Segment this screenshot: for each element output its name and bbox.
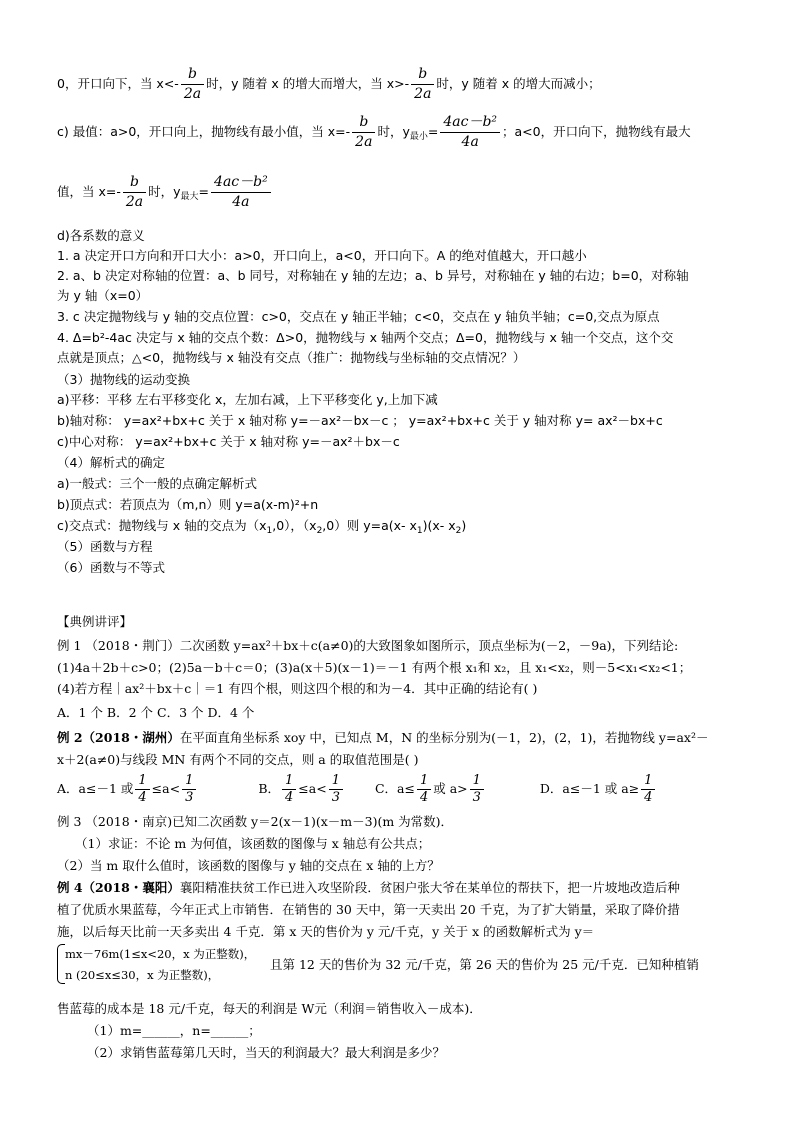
question-2: （2）求销售蓝莓第几天时，当天的利润最大？最大利润是多少？	[87, 1045, 445, 1060]
text-line: (1)4a＋2b＋c>0；(2)5a－b＋c＝0；(3)a(x＋5)(x－1)＝－1 有两个根 x₁和 x₂，且 x₁<x₂，则－5<x₁<x₂<1；	[57, 660, 692, 675]
text-line: b)顶点式：若顶点为（m,n）则 y=a(x-m)²+n	[57, 497, 319, 512]
text-line: 售蓝莓的成本是 18 元/千克，每天的利润是 W元（利润＝销售收入－成本)．	[57, 1001, 482, 1016]
piecewise-case-2: n (20≤x≤30，x 为正整数)，	[65, 968, 220, 982]
examples-title: 【典例讲评】	[57, 614, 133, 629]
text-line: 为 y 轴（x=0）	[57, 288, 149, 303]
text-line: 4. Δ=b²-4ac 决定与 x 轴的交点个数：Δ>0，抛物线与 x 轴两个交点；Δ=0，抛物线与 x 轴一个交点，这个交	[57, 330, 674, 345]
fraction: $\frac{b}{2a}$	[352, 114, 375, 151]
section-heading: （4）解析式的确定	[57, 455, 165, 470]
text-line: c)中心对称： y=ax²+bx+c 关于 x 轴对称 y=－ax²＋bx－c	[57, 434, 400, 449]
text-line: 3. c 决定抛物线与 y 轴的交点位置：c>0，交点在 y 轴正半轴；c<0，交点在 y 轴负半轴；c=0,交点为原点	[57, 309, 660, 324]
section-heading: （5）函数与方程	[57, 539, 153, 554]
text-line: 值，当 x=- $\frac{b}{2a}$ 时，$y_{最大}=$ $\frac{\text{4ac－b²}}{4a}$	[57, 174, 273, 211]
section-heading: （6）函数与不等式	[57, 560, 165, 575]
text-line: c)交点式：抛物线与 x 轴的交点为$(x_1,0)$，$(x_2,0)$则 y=a(x- $x_1)(x-$ $x_2$)	[57, 518, 467, 536]
text-line: 0，开口向下，当 x<- $\frac{b}{2a}$ 时，y 随着 x 的增大而增大，当 x>- $\frac{b}{2a}$ 时，y 随着 x 的增大而减小；	[57, 66, 601, 102]
text-line: 且第 12 天的售价为 32 元/千克，第 26 天的售价为 25 元/千克．已知种植销	[270, 957, 699, 972]
answer-options: A．1 个 B．2 个 C．3 个 D．4 个	[57, 705, 255, 720]
fraction: $\frac{b}{2a}$	[411, 66, 434, 103]
section-heading: （3）抛物线的运动变换	[57, 372, 190, 387]
text-line: b)轴对称： y=ax²+bx+c 关于 x 轴对称 y=－ax²－bx－c ； y=ax²+bx+c 关于 y 轴对称 y= ax²－bx+c	[57, 413, 663, 428]
example-4: 例 4（2018・襄阳）襄阳精准扶贫工作已进入攻坚阶段．贫困户张大爷在某单位的帮扶下，把一片坡地改造后种	[57, 880, 680, 895]
question-1: （1）m=______，n=______；	[87, 1023, 261, 1038]
fraction: $\frac{\text{4ac－b²}}{4a}$	[440, 114, 500, 151]
text-line: (4)若方程｜ax²＋bx＋c｜＝1 有四个根，则这四个根的和为－4．其中正确的结论有( )	[57, 681, 538, 696]
fraction: $\frac{b}{2a}$	[181, 66, 204, 103]
fraction: $\frac{b}{2a}$	[123, 174, 146, 211]
text-line: （1）求证：不论 m 为何值，该函数的图像与 x 轴总有公共点；	[75, 836, 431, 851]
section-heading: d)各系数的意义	[57, 228, 145, 243]
text-line: 施，以后每天比前一天多卖出 4 千克．第 x 天的售价为 y 元/千克，y 关于 x 的函数解析式为 y＝	[57, 924, 595, 939]
text-line: （2）当 m 取什么值时，该函数的图像与 y 轴的交点在 x 轴的上方？	[57, 858, 440, 873]
piecewise-brace	[57, 944, 65, 984]
text-line: a)一般式：三个一般的点确定解析式	[57, 476, 258, 491]
text-line: 植了优质水果蓝莓，今年正式上市销售．在销售的 30 天中，第一天卖出 20 千克，为了扩大销量，采取了降价措	[57, 902, 680, 917]
example-2: 例 2（2018・湖州）在平面直角坐标系 xoy 中，已知点 M，N 的坐标分别为(－1，2)，(2，1)，若抛物线 y=ax²－	[57, 730, 709, 745]
example-3: 例 3 （2018・南京)已知二次函数 y＝2(x－1)(x－m－3)(m 为常数)．	[57, 814, 454, 829]
piecewise-case-1: mx－76m(1≤x<20，x 为正整数)，	[65, 947, 256, 961]
answer-options: A．a≤－1 或 $\frac{1}{4}$ ≤a< $\frac{1}{3}$ B． $\frac{1}{4}$ ≤a< $\frac{1}{3}$ C．a≤ $\frac{1}{4}$ 或 a> $\frac{1}{3}$ D．a≤－1 或 a≥ $\frac{1}{4}$	[57, 774, 657, 805]
text-line: 1. a 决定开口方向和开口大小：a>0，开口向上，a<0，开口向下。A 的绝对值越大，开口越小	[57, 248, 587, 263]
text-line: x＋2(a≠0)与线段 MN 有两个不同的交点，则 a 的取值范围是( )	[57, 752, 419, 767]
text-line: a)平移：平移 左右平移变化 x，左加右减，上下平移变化 y,上加下减	[57, 392, 438, 407]
text-line: c) 最值：a>0，开口向上，抛物线有最小值，当 x=- $\frac{b}{2a}$ 时，$y_{最小}=$ $\frac{\text{4ac－b²}}{4a}$ ；a<0，开口向下，抛物线有最大	[57, 114, 691, 150]
fraction: $\frac{\text{4ac－b²}}{4a}$	[211, 174, 271, 211]
text-line: 2. a、b 决定对称轴的位置：a、b 同号，对称轴在 y 轴的左边；a、b 异号，对称轴在 y 轴的右边；b=0，对称轴	[57, 268, 689, 283]
text-line: 点就是顶点；△<0，抛物线与 x 轴没有交点（推广：抛物线与坐标轴的交点情况？）	[57, 350, 526, 365]
example-1: 例 1 （2018・荆门）二次函数 y=ax²＋bx＋c(a≠0)的大致图象如图所示，顶点坐标为(－2，－9a)，下列结论:	[57, 638, 679, 653]
